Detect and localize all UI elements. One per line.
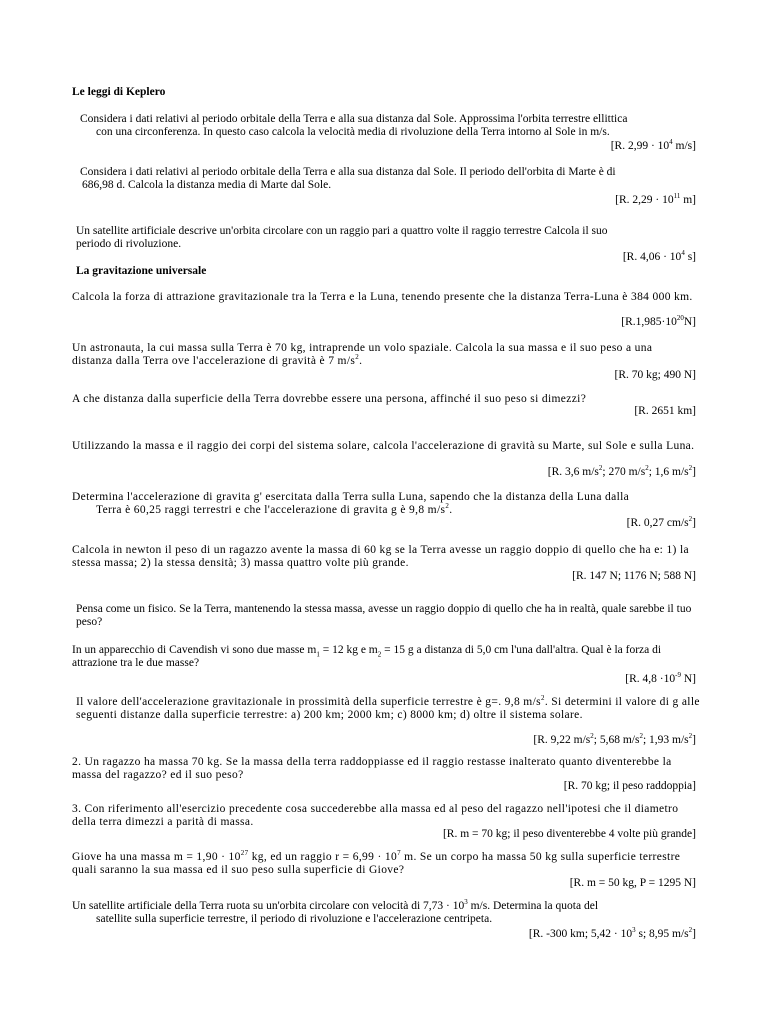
exercise-text: con una circonferenza. In questo caso calcola la velocità media di rivoluzione della Terra intorno al Sole in m/s. (96, 126, 610, 138)
exercise-grav-2: Un astronauta, la cui massa sulla Terra è 70 kg, intraprende un volo spaziale. Calcola la sua massa e il suo peso a una distanza dalla Terra ove l'accelerazione di gravità è 7 $m/s^2$. (72, 342, 653, 367)
exercise-text: 686,98 d. Calcola la distanza media di Marte dal Sole. (82, 179, 332, 191)
exercise-grav-6: Calcola in newton il peso di un ragazzo avente la massa di 60 kg se la Terra avesse un raggio doppio di quello che ha e: 1) la stessa massa; 2) la stessa densità; 3) massa quattro volte più grande. (72, 544, 689, 569)
section-title-kepler: Le leggi di Keplero (72, 86, 166, 98)
exercise-grav-5: Determina l'accelerazione di gravita g' esercitata dalla Terra sulla Luna, sapendo che la distanza della Luna dalla Terra è 60,25 raggi terrestri e che l'accelerazione di gravita g è 9,8 $m/s^2$. (72, 491, 630, 516)
exercise-grav-3: A che distanza dalla superficie della Terra dovrebbe essere una persona, affinché il suo peso si dimezzi? (72, 393, 587, 405)
answer-grav-11: [R. m = 70 kg; il peso diventerebbe 4 volte più grande] (442, 828, 696, 840)
exercise-kepler-2 (80, 166, 704, 192)
exercise-grav-8: In un apparecchio di Cavendish vi sono due masse $m_1 = 12$ kg e $m_2 = 15$ g a distanza di 5,0 cm l'una dall'altra. Qual è la forza di attrazione tra le due masse? (72, 644, 662, 669)
answer-grav-9: [R. 9,22 $m/s^2$; 5,68 $m/s^2$; 1,93 $m/s^2$] (533, 732, 696, 746)
exercise-grav-11: 3. Con riferimento all'esercizio precedente cosa succederebbe alla massa ed al peso del ragazzo nell'ipotesi che il diametro della terra dimezzi a parità di massa. (72, 803, 679, 828)
answer-grav-1: $[R.1,985\cdot 10^{20}N]$ (621, 314, 696, 328)
answer-kepler-2: [R. $2,29 \cdot 10^{11}$ m] (615, 192, 696, 206)
answer-grav-2: [R. 70 kg; 490 N] (614, 369, 696, 381)
exercise-grav-7: Pensa come un fisico. Se la Terra, mantenendo la stessa massa, avesse un raggio doppio di quello che ha in realtà, quale sarebbe il tuo peso? (76, 603, 692, 628)
exercise-kepler-1 (80, 113, 704, 139)
answer-grav-6: [R. 147 N; 1176 N; 588 N] (572, 570, 696, 582)
exercise-text: Un satellite artificiale descrive un'orbita circolare con un raggio pari a quattro volte il raggio terrestre Calcola il suo (76, 225, 608, 237)
exercise-grav-10: 2. Un ragazzo ha massa 70 kg. Se la massa della terra raddoppiasse ed il raggio restasse inalterato quanto diventerebbe la massa del ragazzo? ed il suo peso? (72, 756, 672, 781)
answer-grav-8: [R. $4,8 \cdot 10^{-9}$ N] (625, 671, 696, 685)
exercise-kepler-3 (76, 225, 700, 251)
exercise-text: periodo di rivoluzione. (76, 238, 182, 250)
exercise-grav-1: Calcola la forza di attrazione gravitazionale tra la Terra e la Luna, tenendo presente che la distanza Terra-Luna è 384 000 km. (72, 291, 693, 303)
exercise-grav-13: Un satellite artificiale della Terra ruota su un'orbita circolare con velocità di $7,73 \cdot 10^3$ m/s. Determina la quota del satellite sulla superficie terrestre, il periodo di rivoluzione e l'accelerazione centripeta. (72, 898, 599, 925)
answer-grav-10: [R. 70 kg; il peso raddoppia] (563, 780, 696, 792)
exercise-text: Considera i dati relativi al periodo orbitale della Terra e alla sua distanza dal Sole. Approssima l'orbita terrestre ellittica (80, 113, 628, 125)
section-title-gravitation: La gravitazione universale (76, 265, 207, 277)
exercise-grav-9: Il valore dell'accelerazione gravitazionale in prossimità della superficie terrestre è g=. 9,8 $m/s^2$. Si determini il valore di g alle seguenti distanze dalla superficie terrestre: a) 200 km; 2000 km; c) 8000 km; d) oltre il sistema solare. (76, 694, 700, 721)
exercise-text: Considera i dati relativi al periodo orbitale della Terra e alla sua distanza dal Sole. Il periodo dell'orbita di Marte è di (80, 166, 616, 178)
answer-grav-4: [R. 3,6 $m/s^2$; 270 $m/s^2$; 1,6 $m/s^2$] (547, 464, 696, 478)
answer-kepler-3: [R. $4,06 \cdot 10^4$ s] (622, 249, 696, 263)
exercise-grav-4: Utilizzando la massa e il raggio dei corpi del sistema solare, calcola l'accelerazione di gravità su Marte, sul Sole e sulla Luna. (72, 440, 695, 452)
answer-grav-12: [R. m = 50 kg, P = 1295 N] (569, 877, 696, 889)
answer-grav-13: [R. -300 km; $5,42 \cdot 10^3$ s; 8,95 $m/s^2$] (528, 926, 696, 940)
answer-grav-3: [R. 2651 km] (634, 405, 696, 417)
answer-grav-5: [R. 0,27 $cm/s^2$] (626, 515, 696, 529)
answer-kepler-1: [R. $2,99 \cdot 10^4$ m/s] (610, 138, 696, 152)
exercise-grav-12: Giove ha una massa $m = 1,90 \cdot 10^{27}$ kg, ed un raggio $r = 6,99 \cdot 10^7$ m. Se un corpo ha massa 50 kg sulla superficie terrestre quali saranno la sua massa ed il suo peso sulla superficie di Giove? (72, 849, 681, 876)
